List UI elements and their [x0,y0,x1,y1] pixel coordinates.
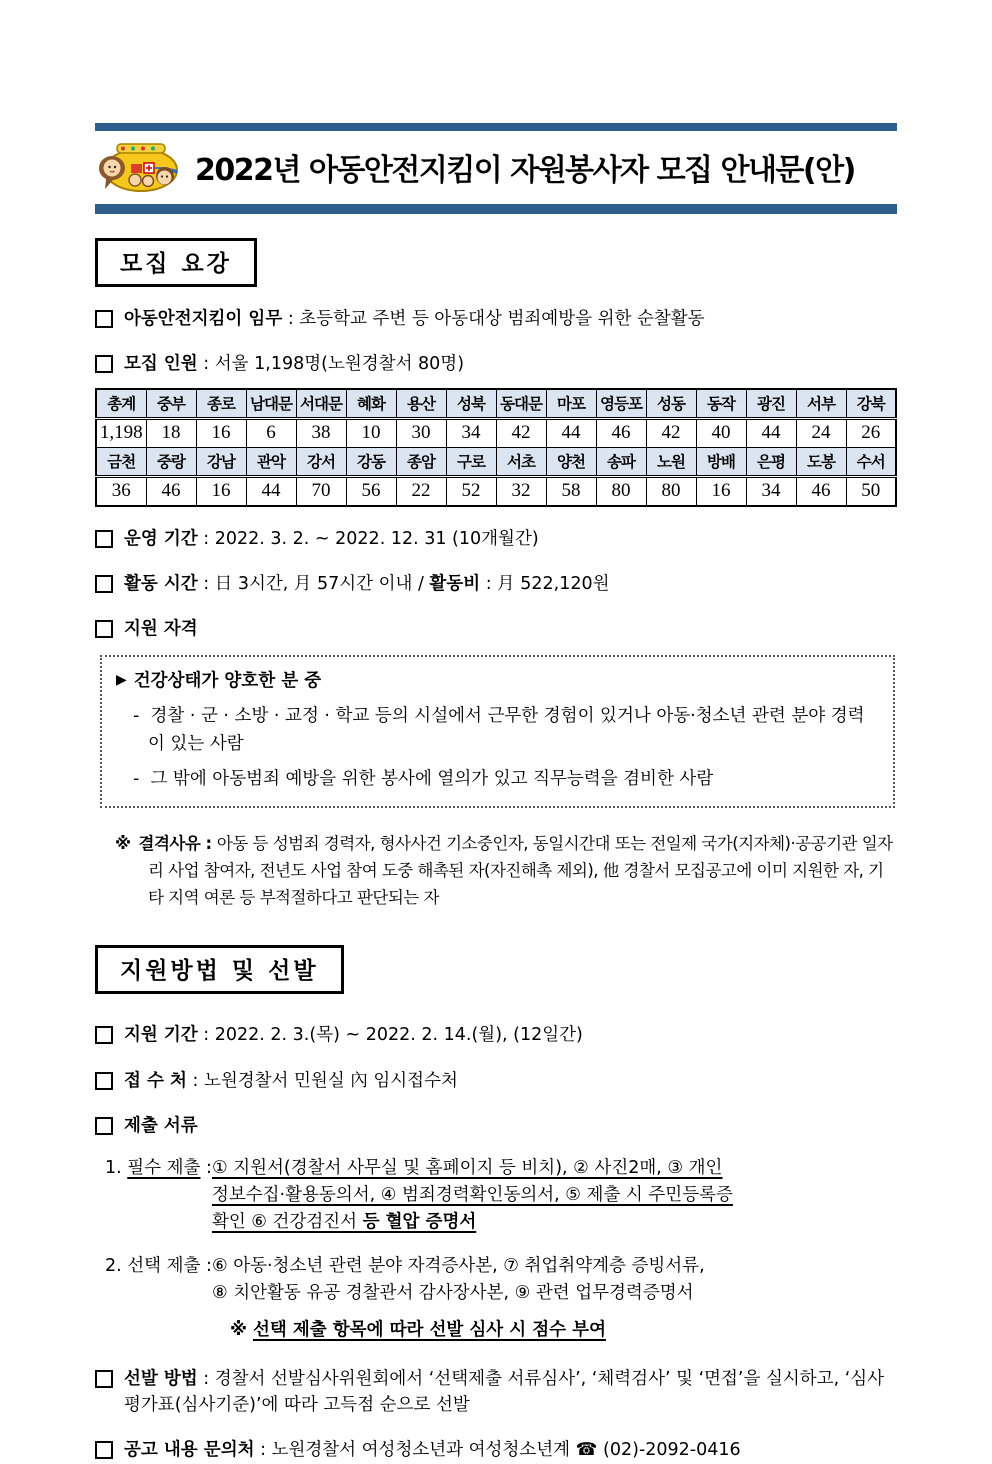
optional-documents [95,1253,897,1344]
table-cell: 10 [346,418,396,447]
optional-score-note [230,1317,897,1344]
optional-no: 2. [105,1255,122,1276]
table-cell: 강북 [846,389,896,419]
separator: : [197,354,215,375]
table-cell: 도봉 [796,447,846,476]
reference-mark-icon: ※ [229,1319,247,1340]
section-heading-recruitment-label: 모집 요강 [120,251,232,277]
line-reception [95,1068,897,1094]
selection-method-text: 경찰서 선발심사위원회에서 ‘선택제출 서류심사’, ‘체력검사’ 및 ‘면접’을 실시하고, ‘심사평가표(심사기준)’에 따라 고득점 순으로 선발 [124,1368,885,1416]
line-qualification [95,616,897,642]
table-cell: 32 [496,476,546,506]
table-cell: 58 [546,476,596,506]
optional-documents-left [105,1253,212,1344]
page-title: 2022년 아동안전지킴이 자원봉사자 모집 안내문(안) [195,153,855,188]
required-line-1: ① 지원서(경찰서 사무실 및 홈페이지 등 비치), ② 사진2매, ③ 개인 [211,1158,723,1179]
activity-pay-label: 활동비 [429,573,481,594]
separator: : [200,833,217,853]
table-cell: 종로 [196,389,246,419]
table-cell: 송파 [596,447,646,476]
reception-label: 접 수 처 [124,1070,187,1091]
table-cell: 구로 [446,447,496,476]
table-cell: 50 [846,476,896,506]
line-selection-method [95,1366,897,1419]
table-cell: 1,198 [96,418,146,447]
table-cell: 18 [146,418,196,447]
table-cell: 56 [346,476,396,506]
table-cell: 강남 [196,447,246,476]
separator: : [186,1070,204,1091]
table-cell: 42 [646,418,696,447]
table-cell: 방배 [696,447,746,476]
table-cell: 성동 [646,389,696,419]
qualification-label: 지원 자격 [124,619,198,639]
optional-line-1: ⑥ 아동·청소년 관련 분야 자격증사본, ⑦ 취업취약계층 증빙서류, [211,1255,705,1276]
documents-label: 제출 서류 [124,1115,198,1136]
table-cell: 강서 [296,447,346,476]
apply-period-text: 2022. 2. 3.(목) ~ 2022. 2. 14.(월), (12일간) [214,1025,583,1046]
table-cell: 46 [146,476,196,506]
table-cell: 44 [746,418,796,447]
operating-period-text: 2022. 3. 2. ~ 2022. 12. 31 (10개월간) [214,528,539,549]
table-cell: 34 [746,476,796,506]
table-cell: 노원 [646,447,696,476]
table-cell: 70 [296,476,346,506]
table-cell: 용산 [396,389,446,419]
optional-documents-list [212,1253,897,1344]
table-cell: 수서 [846,447,896,476]
quota-text: 서울 1,198명(노원경찰서 80명) [214,354,465,375]
separator: : [282,309,300,329]
checkbox-square-icon [95,355,113,373]
table-cell: 6 [246,418,296,447]
table-cell: 강동 [346,447,396,476]
line-contact [95,1437,897,1463]
required-documents [95,1155,897,1236]
table-cell: 양천 [546,447,596,476]
table-cell: 46 [596,418,646,447]
table-cell: 40 [696,418,746,447]
allocation-table-value-row-2 [96,476,896,506]
quota-label: 모집 인원 [124,354,198,375]
operating-period-label: 운영 기간 [124,528,198,549]
table-cell: 혜화 [346,389,396,419]
contact-text: 노원경찰서 여성청소년과 여성청소년계 [271,1440,576,1461]
checkbox-square-icon [95,620,113,638]
line-documents [95,1113,897,1139]
allocation-table [95,388,897,507]
section-heading-recruitment [95,238,257,287]
table-cell: 중부 [146,389,196,419]
required-line-3b: 등 혈압 증명서 [362,1212,477,1233]
reference-mark-icon: ※ [115,833,131,853]
table-cell: 마포 [546,389,596,419]
separator: : [197,573,215,594]
contact-phone: (02)-2092-0416 [597,1440,741,1461]
table-cell: 동대문 [496,389,546,419]
optional-score-note-text: 선택 제출 항목에 따라 선발 심사 시 점수 부여 [252,1319,606,1340]
separator: : [197,528,215,549]
dash-bullet-icon: - [133,768,140,789]
contact-label: 공고 내용 문의처 [124,1440,255,1461]
table-cell: 38 [296,418,346,447]
activity-hours-text: 日 3시간, 月 57시간 이내 / [214,573,430,594]
line-activity-hours [95,571,897,597]
eligibility-item-2-text: 그 밖에 아동범죄 예방을 위한 봉사에 열의가 있고 직무능력을 겸비한 사람 [150,768,714,789]
apply-period-label: 지원 기간 [124,1025,198,1046]
required-documents-list [212,1155,897,1236]
table-cell: 30 [396,418,446,447]
table-cell: 동작 [696,389,746,419]
required-line-3a: 확인 ⑥ 건강검진서 [211,1212,363,1233]
table-cell: 총계 [96,389,146,419]
required-label: 필수 제출 [127,1158,201,1179]
table-cell: 16 [196,418,246,447]
table-cell: 관악 [246,447,296,476]
required-line-2: 정보수집·활용동의서, ④ 범죄경력확인동의서, ⑤ 제출 시 주민등록증 [211,1185,733,1206]
table-cell: 80 [596,476,646,506]
checkbox-square-icon [95,1117,113,1135]
required-no: 1. [105,1158,122,1179]
line-quota [95,351,897,377]
duty-label: 아동안전지킴이 임무 [124,309,283,329]
table-cell: 52 [446,476,496,506]
checkbox-square-icon [95,1370,113,1388]
dash-bullet-icon: - [133,706,140,727]
eligibility-item-1 [116,703,879,757]
eligibility-item-1-text: 경찰 · 군 · 소방 · 교정 · 학교 등의 시설에서 근무한 경험이 있거나 아동·청소년 관련 분야 경력이 있는 사람 [148,706,865,754]
table-cell: 34 [446,418,496,447]
selection-method-label: 선발 방법 [124,1368,198,1389]
table-cell: 은평 [746,447,796,476]
table-cell: 성북 [446,389,496,419]
allocation-table-value-row-1 [96,418,896,447]
eligibility-title-row [116,668,879,695]
duty-text: 초등학교 주변 등 아동대상 범죄예방을 위한 순찰활동 [299,309,705,329]
checkbox-square-icon [95,530,113,548]
separator: : [197,1368,215,1389]
eligibility-title: 건강상태가 양호한 분 중 [133,671,322,692]
table-cell: 16 [696,476,746,506]
allocation-table-header-row-1 [96,389,896,419]
section-heading-application-label: 지원방법 및 선발 [120,958,319,985]
table-cell: 서부 [796,389,846,419]
required-line-3 [212,1209,897,1236]
optional-label: 선택 제출 [127,1255,201,1276]
table-cell: 종암 [396,447,446,476]
checkbox-square-icon [95,310,113,328]
reception-text: 노원경찰서 민원실 內 임시접수처 [203,1070,458,1091]
checkbox-square-icon [95,1026,113,1044]
table-cell: 42 [496,418,546,447]
eligibility-item-2 [116,766,879,793]
table-cell: 36 [96,476,146,506]
table-cell: 44 [246,476,296,506]
activity-pay-text: 月 522,120원 [497,573,610,594]
separator: : [254,1440,272,1461]
phone-icon: ☎ [575,1440,598,1461]
disqualification-text: 아동 등 성범죄 경력자, 형사사건 기소중인자, 동일시간대 또는 전일제 국가(지자체)·공공기관 일자리 사업 참여자, 전년도 사업 참여 도중 해촉된 자(자진해촉 제외), 他 경찰서 모집공고에 이미 지원한 자, 기타 지역 여론 등 부적절하다고 판단되는 자 [148,833,893,908]
disqualification-note [95,830,897,912]
children-mascot-logo [95,138,183,196]
separator: : [200,1255,212,1276]
checkbox-square-icon [95,575,113,593]
triangle-bullet-icon: ▶ [116,672,127,689]
table-cell: 16 [196,476,246,506]
separator: : [197,1025,215,1046]
table-cell: 서대문 [296,389,346,419]
table-cell: 22 [396,476,446,506]
activity-hours-label: 활동 시간 [124,573,198,594]
eligibility-box [100,655,895,808]
allocation-table-header-row-2 [96,447,896,476]
table-cell: 남대문 [246,389,296,419]
table-cell: 26 [846,418,896,447]
table-cell: 80 [646,476,696,506]
table-cell: 24 [796,418,846,447]
section-heading-application [95,945,344,994]
table-cell: 금천 [96,447,146,476]
checkbox-square-icon [95,1441,113,1459]
required-documents-left [105,1155,212,1236]
table-cell: 서초 [496,447,546,476]
table-cell: 광진 [746,389,796,419]
title-band [95,123,897,214]
table-cell: 44 [546,418,596,447]
line-apply-period [95,1022,897,1048]
table-cell: 중랑 [146,447,196,476]
table-cell: 46 [796,476,846,506]
disqualification-label: 결격사유 [138,833,201,853]
separator: : [480,573,498,594]
line-operating-period [95,526,897,552]
separator: : [200,1158,212,1179]
checkbox-square-icon [95,1072,113,1090]
line-duty [95,306,897,332]
table-cell: 영등포 [596,389,646,419]
optional-line-2: ⑧ 치안활동 유공 경찰관서 감사장사본, ⑨ 관련 업무경력증명서 [211,1282,694,1303]
